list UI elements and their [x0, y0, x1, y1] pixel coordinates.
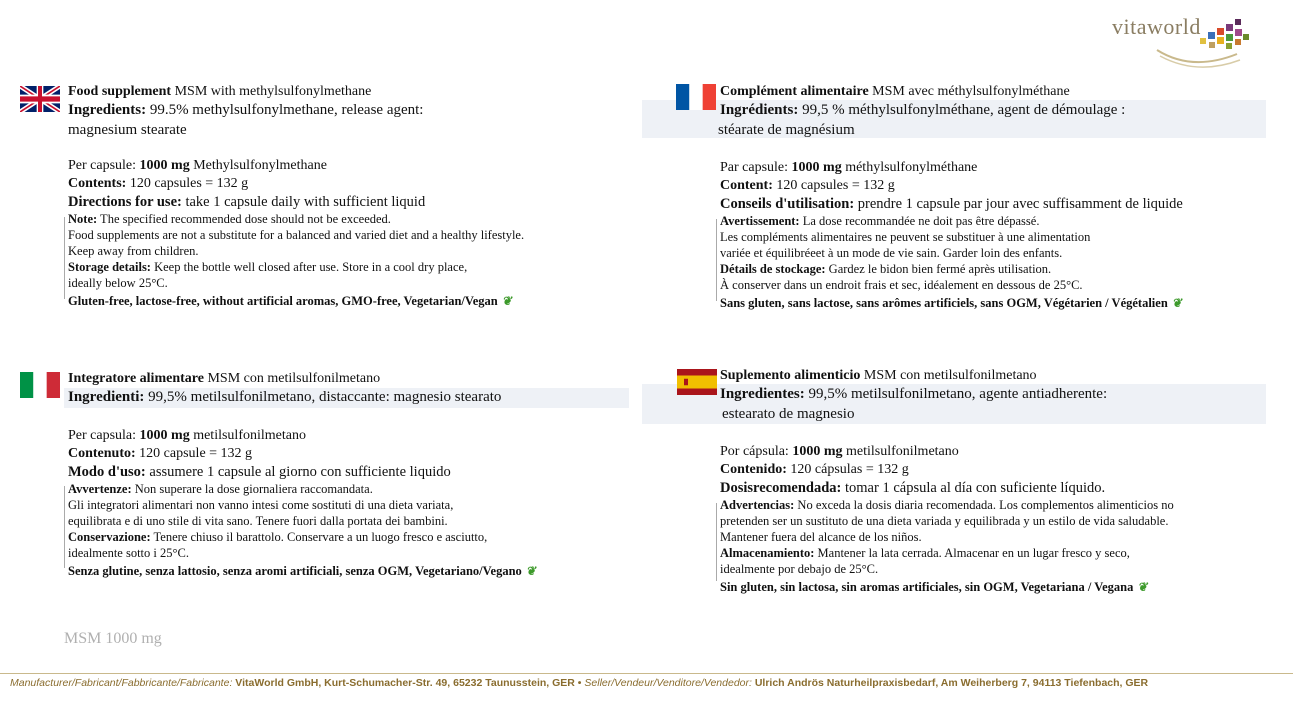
- heading-bold: Food supplement: [68, 84, 172, 99]
- note-es-line3: Mantener fuera del alcance de los niños.: [720, 530, 922, 544]
- leaf-icon: ❦: [525, 564, 536, 578]
- panel-italian: [68, 370, 638, 579]
- per-capsule-en: [68, 157, 638, 175]
- ingredients-fr-line2: stéarate de magnésium: [718, 122, 855, 138]
- directions-label: Dosisrecomendada:: [720, 480, 842, 496]
- contents-label: Content:: [720, 178, 773, 193]
- per-capsule-es: [720, 443, 1290, 461]
- contents-text: 120 capsules = 132 g: [126, 176, 249, 191]
- free-from-text: Gluten-free, lactose-free, without artificial aromas, GMO-free, Vegetarian/Vegan: [68, 294, 498, 308]
- per-capsule-label: Por cápsula:: [720, 444, 793, 459]
- footer-bullet: •: [574, 677, 585, 689]
- storage-fr: [720, 261, 1290, 277]
- free-from-es: [720, 579, 1290, 595]
- heading-rest: MSM with methylsulfonylmethane: [171, 84, 372, 99]
- heading-bold: Integratore alimentare: [68, 371, 204, 386]
- ingredients-label: Ingredientes:: [720, 386, 805, 402]
- note-it-line2: Gli integratori alimentari non vanno intesi come sostituti di una dieta variata,: [68, 498, 454, 512]
- heading-rest: MSM con metilsulfonilmetano: [860, 368, 1037, 383]
- storage-it-line2: idealmente sotto i 25°C.: [68, 546, 189, 560]
- per-capsule-amount: 1000 mg: [139, 428, 190, 443]
- italy-flag-icon: [20, 372, 60, 398]
- storage-it: [68, 529, 638, 545]
- heading-en: [68, 83, 638, 100]
- per-capsule-amount: 1000 mg: [791, 160, 842, 175]
- per-capsule-amount: 1000 mg: [792, 444, 843, 459]
- storage-en: [68, 259, 638, 275]
- contents-text: 120 capsule = 132 g: [135, 446, 253, 461]
- storage-text: Tenere chiuso il barattolo. Conservare a un luogo fresco e asciutto,: [150, 530, 488, 544]
- note-text: The specified recommended dose should not be exceeded.: [97, 212, 391, 226]
- heading-es: [720, 367, 1290, 384]
- note-es-line2: pretenden ser un sustituto de una dieta variada y equilibrada y un estilo de vida saludable.: [720, 514, 1169, 528]
- storage-es-line2: idealmente por debajo de 25°C.: [720, 562, 879, 576]
- panel-spanish: [720, 367, 1290, 595]
- per-capsule-rest: metilsulfonilmetano: [842, 444, 959, 459]
- storage-fr-line2: À conserver dans un endroit frais et sec, idéalement en dessous de 25°C.: [720, 278, 1083, 292]
- panel-french: [720, 83, 1290, 311]
- storage-label: Conservazione:: [68, 530, 151, 544]
- product-name: MSM 1000 mg: [64, 630, 162, 647]
- heading-rest: MSM con metilsulfonilmetano: [203, 371, 381, 386]
- heading-fr: [720, 83, 1290, 100]
- contents-it: [68, 445, 638, 463]
- free-from-text: Senza glutine, senza lattosio, senza aromi artificiali, senza OGM, Vegetariano/Vegano: [68, 564, 522, 578]
- divider-en: [64, 217, 65, 299]
- ingredients-en-line2: magnesium stearate: [68, 122, 187, 138]
- note-label: Advertencias:: [720, 498, 795, 512]
- note-es: [720, 497, 1290, 513]
- free-from-text: Sans gluten, sans lactose, sans arômes artificiels, sans OGM, Végétarien / Végétalien: [720, 296, 1168, 310]
- note-label: Note:: [68, 212, 98, 226]
- ingredients-es: [720, 384, 1290, 404]
- ingredients-it: [68, 387, 638, 407]
- free-from-it: [68, 563, 638, 579]
- storage-label: Détails de stockage:: [720, 262, 826, 276]
- panel-english: [68, 83, 638, 309]
- ingredients-es-line2: estearato de magnesio: [722, 406, 855, 422]
- directions-it: [68, 463, 638, 481]
- note-it-line3: equilibrata e di uno stile di vita sano. Tenere fuori dalla portata dei bambini.: [68, 514, 448, 528]
- ingredients-text: 99.5% methylsulfonylmethane, release agent:: [146, 102, 424, 118]
- directions-label: Modo d'uso:: [68, 464, 146, 480]
- heading-it: [68, 370, 638, 387]
- manufacturer-text: VitaWorld GmbH, Kurt-Schumacher-Str. 49, 65232 Taunusstein, GER: [232, 677, 575, 689]
- leaf-icon: ❦: [501, 294, 512, 308]
- contents-es: [720, 461, 1290, 479]
- per-capsule-rest: metilsulfonilmetano: [189, 428, 306, 443]
- ingredients-text: 99,5% metilsulfonilmetano, agente antiadherente:: [804, 386, 1108, 402]
- vitaworld-logo: [1112, 10, 1262, 70]
- per-capsule-label: Per capsula:: [68, 428, 140, 443]
- storage-text: Keep the bottle well closed after use. Store in a cool dry place,: [150, 260, 468, 274]
- per-capsule-it: [68, 427, 638, 445]
- divider-it: [64, 486, 65, 568]
- note-it: [68, 481, 638, 497]
- footer: [10, 677, 1148, 689]
- divider-es: [716, 503, 717, 581]
- storage-en-line2: ideally below 25°C.: [68, 276, 168, 290]
- directions-en: [68, 193, 638, 211]
- storage-text: Gardez le bidon bien fermé après utilisation.: [825, 262, 1052, 276]
- seller-text: Ulrich Andrös Naturheilpraxisbedarf, Am Weiherberg 7, 94113 Tiefenbach, GER: [751, 677, 1149, 689]
- contents-label: Contents:: [68, 176, 127, 191]
- directions-es: [720, 479, 1290, 497]
- storage-label: Almacenamiento:: [720, 546, 815, 560]
- manufacturer-label: Manufacturer/Fabricant/Fabbricante/Fabricante:: [10, 677, 233, 689]
- note-en-line2: Food supplements are not a substitute for a balanced and varied diet and a healthy lifestyle.: [68, 228, 525, 242]
- contents-text: 120 capsules = 132 g: [772, 178, 895, 193]
- ingredients-text: 99,5 % méthylsulfonylméthane, agent de démoulage :: [798, 102, 1126, 118]
- per-capsule-amount: 1000 mg: [139, 158, 190, 173]
- heading-rest: MSM avec méthylsulfonylméthane: [868, 84, 1070, 99]
- note-fr: [720, 213, 1290, 229]
- note-text: No exceda la dosis diaria recomendada. Los complementos alimenticios no: [794, 498, 1174, 512]
- note-fr-line2: Les compléments alimentaires ne peuvent se substituer à une alimentation: [720, 230, 1091, 244]
- ingredients-text: 99,5% metilsulfonilmetano, distaccante: magnesio stearato: [144, 389, 502, 405]
- note-text: La dose recommandée ne doit pas être dépassé.: [799, 214, 1040, 228]
- storage-label: Storage details:: [68, 260, 151, 274]
- leaf-icon: ❦: [1137, 580, 1148, 594]
- per-capsule-rest: Methylsulfonylmethane: [189, 158, 327, 173]
- directions-label: Directions for use:: [68, 194, 182, 210]
- ingredients-fr: [720, 100, 1290, 120]
- note-text: Non superare la dose giornaliera raccomandata.: [131, 482, 373, 496]
- seller-label: Seller/Vendeur/Venditore/Vendedor:: [584, 677, 752, 689]
- free-from-fr: [720, 295, 1290, 311]
- contents-en: [68, 175, 638, 193]
- note-label: Avvertenze:: [68, 482, 132, 496]
- contents-label: Contenuto:: [68, 446, 136, 461]
- france-flag-icon: [676, 84, 716, 110]
- storage-es: [720, 545, 1290, 561]
- per-capsule-rest: méthylsulfonylméthane: [841, 160, 978, 175]
- note-en-line3: Keep away from children.: [68, 244, 199, 258]
- note-en: [68, 211, 638, 227]
- footer-divider: [0, 673, 1293, 674]
- contents-text: 120 cápsulas = 132 g: [786, 462, 909, 477]
- logo-text: vitaworld: [1112, 14, 1201, 39]
- directions-fr: [720, 195, 1290, 213]
- directions-text: prendre 1 capsule par jour avec suffisamment de liquide: [854, 196, 1183, 212]
- ingredients-label: Ingredients:: [68, 102, 147, 118]
- directions-label: Conseils d'utilisation:: [720, 196, 855, 212]
- leaf-icon: ❦: [1171, 296, 1182, 310]
- contents-label: Contenido:: [720, 462, 787, 477]
- per-capsule-label: Per capsule:: [68, 158, 140, 173]
- per-capsule-label: Par capsule:: [720, 160, 792, 175]
- note-label: Avertissement:: [720, 214, 800, 228]
- ingredients-label: Ingredienti:: [68, 389, 145, 405]
- ingredients-en: [68, 100, 638, 120]
- free-from-text: Sin gluten, sin lactosa, sin aromas artificiales, sin OGM, Vegetariana / Vegana: [720, 580, 1134, 594]
- uk-flag-icon: [20, 86, 60, 112]
- free-from-en: [68, 293, 638, 309]
- directions-text: tomar 1 cápsula al día con suficiente líquido.: [841, 480, 1106, 496]
- note-fr-line3: variée et équilibréeet à un mode de vie sain. Garder loin des enfants.: [720, 246, 1063, 260]
- spain-flag-icon: [677, 369, 717, 395]
- directions-text: assumere 1 capsule al giorno con sufficiente liquido: [145, 464, 451, 480]
- ingredients-label: Ingrédients:: [720, 102, 799, 118]
- heading-bold: Suplemento alimenticio: [720, 368, 861, 383]
- divider-fr: [716, 219, 717, 301]
- per-capsule-fr: [720, 159, 1290, 177]
- storage-text: Mantener la lata cerrada. Almacenar en un lugar fresco y seco,: [814, 546, 1130, 560]
- contents-fr: [720, 177, 1290, 195]
- directions-text: take 1 capsule daily with sufficient liquid: [181, 194, 426, 210]
- heading-bold: Complément alimentaire: [720, 84, 869, 99]
